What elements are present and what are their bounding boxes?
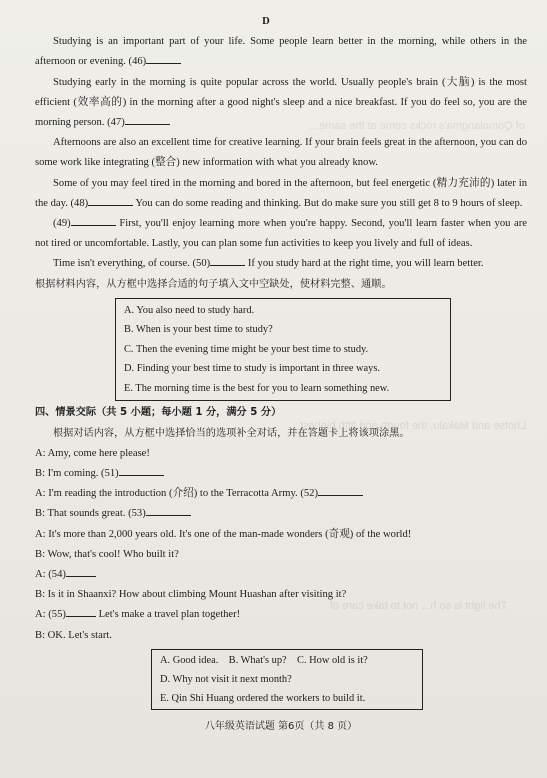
answer-blank-55[interactable] xyxy=(66,616,96,617)
dialog-line: B: Wow, that's cool! Who built it? xyxy=(35,548,179,560)
section-title: 四、情景交际（共 5 小题；每小题 1 分，满分 5 分） xyxy=(35,407,282,419)
dialog-text: B: That sounds great. (53) xyxy=(35,508,146,520)
answer-blank-48[interactable] xyxy=(88,205,133,206)
answer-blank-51[interactable] xyxy=(119,475,164,476)
dialog-line xyxy=(35,464,527,484)
passage-paragraph-2 xyxy=(35,73,527,134)
answer-blank-54[interactable] xyxy=(66,576,96,577)
dialog-text: A: I'm reading the introduction (介绍) to the Terracotta Army. (52) xyxy=(35,488,318,500)
dialog xyxy=(35,444,527,646)
paragraph-text: Some of you may feel tired in the morning and bored in the afternoon, but feel energetic (精力充沛的) later in the day. (48) xyxy=(35,177,527,209)
section-label: D xyxy=(262,16,270,27)
option-a: A. You also need to study hard. xyxy=(124,304,255,316)
answer-blank-49[interactable] xyxy=(71,225,116,226)
dialog-text: A: (54) xyxy=(35,568,66,580)
exam-content xyxy=(35,12,527,737)
options-row: E. Qin Shi Huang ordered the workers to build it. xyxy=(160,692,366,704)
instruction-text: 根据材料内容，从方框中选择合适的句子填入文中空缺处，使材料完整、通顺。 xyxy=(35,278,392,290)
option-e: E. The morning time is the best for you to learn something new. xyxy=(124,382,390,394)
dialog-line: B: Is it in Shaanxi? How about climbing Mount Huashan after visiting it? xyxy=(35,589,347,601)
answer-blank-52[interactable] xyxy=(318,495,363,496)
dialog-line xyxy=(35,605,527,625)
dialog-line xyxy=(35,504,527,524)
options-row: A. Good idea. B. What's up? C. How old is it? xyxy=(160,654,368,666)
paragraph-text: First, you'll enjoy learning more when you're happy. Second, you'll learn faster when you are not tired or uncomfortable. Lastly, you can plan some fun activities to keep you lively and full of ideas. xyxy=(35,218,527,250)
instruction-text: 根据对话内容，从方框中选择恰当的选项补全对话，并在答题卡上将该项涂黑。 xyxy=(53,427,410,439)
options-row: D. Why not visit it next month? xyxy=(160,673,292,685)
bleed-through-text: Lhotse and Makalu, the fourth and fifth highest xyxy=(300,420,527,432)
dialog-line xyxy=(35,484,527,504)
options-box-2 xyxy=(151,649,423,710)
dialog-line: A: Amy, come here please! xyxy=(35,447,150,459)
passage-paragraph-4 xyxy=(35,174,527,214)
dialog-line: A: It's more than 2,000 years old. It's one of the man-made wonders (奇观) of the world! xyxy=(35,528,412,540)
bleed-through-text: The light is so h... not to take care of xyxy=(330,600,508,612)
bleed-through-text: of Qomolangma's rocks come at the same... xyxy=(310,120,525,132)
passage-paragraph-3: Afternoons are also an excellent time for creative learning. If your brain feels great in the afternoon, you can do some work like integrating (整合) new information with what you already know. xyxy=(35,137,527,169)
dialog-text: B: I'm coming. (51) xyxy=(35,467,119,479)
dialog-line xyxy=(35,565,527,585)
answer-blank-46[interactable] xyxy=(146,63,181,64)
paragraph-text: Time isn't everything, of course. (50) xyxy=(53,258,211,270)
dialog-text: Let's make a travel plan together! xyxy=(98,609,241,621)
answer-blank-53[interactable] xyxy=(146,515,191,516)
answer-blank-47[interactable] xyxy=(125,124,170,125)
option-d: D. Finding your best time to study is important in three ways. xyxy=(124,363,380,375)
paragraph-text: Studying early in the morning is quite popular across the world. Usually people's brain (大脑) is the most efficient (效率高的) in the morning after a good night's sleep and a nice breakfast. If you do feel so, you are the morning person. (47) xyxy=(35,76,527,129)
dialog-line: B: OK. Let's start. xyxy=(35,629,112,641)
paragraph-text: You can do some reading and thinking. But do make sure you still get 8 to 9 hours of sleep. xyxy=(135,197,523,209)
options-box-1 xyxy=(115,298,451,402)
passage-paragraph-6 xyxy=(35,254,527,274)
answer-blank-50[interactable] xyxy=(210,265,245,266)
dialog-text: A: (55) xyxy=(35,609,66,621)
option-c: C. Then the evening time might be your best time to study. xyxy=(124,343,369,355)
passage-paragraph-1 xyxy=(35,32,527,72)
paragraph-text: If you study hard at the right time, you will learn better. xyxy=(247,258,484,270)
option-b: B. When is your best time to study? xyxy=(124,324,273,336)
page-footer: 八年级英语试题 第6页（共 8 页） xyxy=(204,720,358,732)
paragraph-text: Studying is an important part of your life. Some people learn better in the morning, while others in the afternoon or evening. (46) xyxy=(35,36,527,68)
passage-paragraph-5 xyxy=(35,214,527,254)
paragraph-text: (49) xyxy=(53,218,71,230)
